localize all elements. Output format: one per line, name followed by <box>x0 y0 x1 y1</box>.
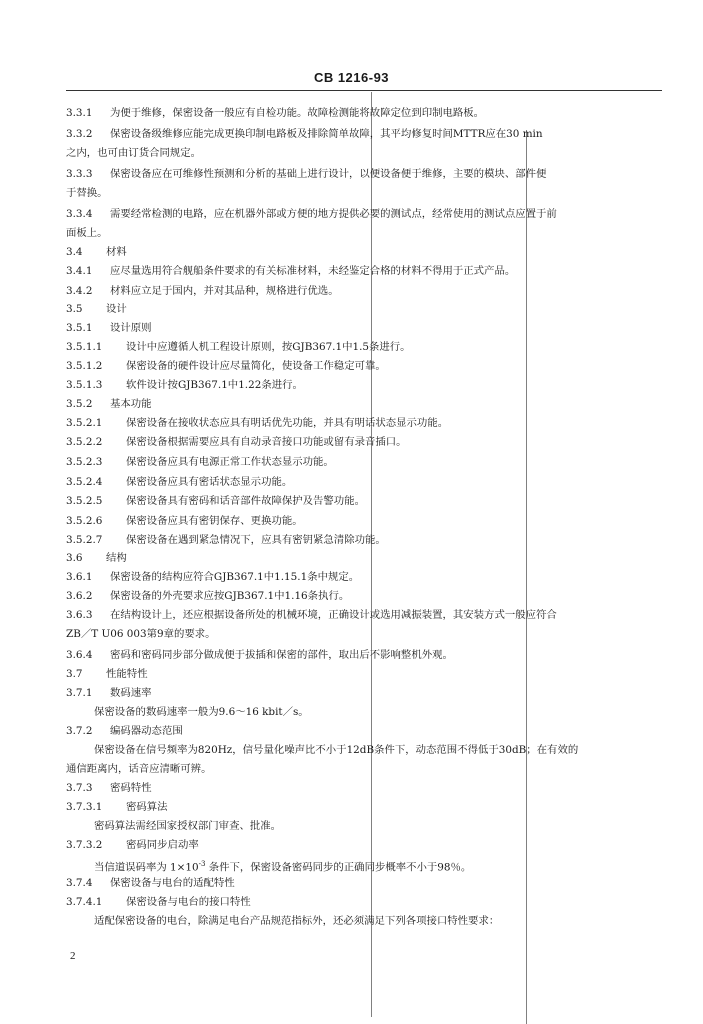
clause-3-7-3-1: 3.7.3.1 密码算法 <box>66 801 168 813</box>
clause-continuation: ZB／T U06 003第9章的要求。 <box>66 628 216 640</box>
clause-3-5-1-2: 3.5.1.2 保密设备的硬件设计应尽量简化，使设备工作稳定可靠。 <box>66 360 386 372</box>
clause-3-5-2-3: 3.5.2.3 保密设备应具有电源正常工作状态显示功能。 <box>66 456 334 468</box>
header-divider <box>66 90 662 91</box>
clause-3-3-1: 3.3.1 为便于维修，保密设备一般应有自检功能。故障检测能将故障定位到印制电路板。 <box>66 107 485 119</box>
clause-3-7-4: 3.7.4 保密设备与电台的适配特性 <box>66 877 235 889</box>
clause-3-6-2: 3.6.2 保密设备的外壳要求应按GJB367.1中1.16条执行。 <box>66 590 350 602</box>
clause-continuation: 通信距离内，话音应清晰可辨。 <box>66 763 212 775</box>
clause-3-6-1: 3.6.1 保密设备的结构应符合GJB367.1中1.15.1条中规定。 <box>66 571 360 583</box>
clause-3-7-4-1: 3.7.4.1 保密设备与电台的接口特性 <box>66 896 251 908</box>
clause-3-3-3: 3.3.3 保密设备应在可维修性预测和分析的基础上进行设计，以便设备便于维修，主要的模块、部件便 <box>66 168 547 180</box>
clause-continuation: 于替换。 <box>66 187 108 199</box>
clause-body: 密码算法需经国家授权部门审查、批准。 <box>94 820 282 832</box>
clause-3-5-2-5: 3.5.2.5 保密设备具有密码和话音部件故障保护及告警功能。 <box>66 495 365 507</box>
clause-3-7-1: 3.7.1 数码速率 <box>66 687 152 699</box>
clause-3-5-1-1: 3.5.1.1 设计中应遵循人机工程设计原则，按GJB367.1中1.5条进行。 <box>66 341 411 353</box>
clause-body: 保密设备在信号频率为820Hz，信号量化噪声比不小于12dB条件下，动态范围不得低于30dB；在有效的 <box>94 744 579 756</box>
clause-3-5-2-1: 3.5.2.1 保密设备在接收状态应具有明话优先功能，并具有明话状态显示功能。 <box>66 417 449 429</box>
clause-continuation: 之内，也可由订货合同规定。 <box>66 147 202 159</box>
section-3-6-heading: 3.6 结构 <box>66 552 127 564</box>
clause-3-5-1: 3.5.1 设计原则 <box>66 322 152 334</box>
clause-3-5-2-2: 3.5.2.2 保密设备根据需要应具有自动录音接口功能或留有录音插口。 <box>66 436 407 448</box>
clause-3-3-4: 3.3.4 需要经常检测的电路，应在机器外部或方便的地方提供必要的测试点，经常使用的测试点应置于前 <box>66 208 557 220</box>
section-3-5-heading: 3.5 设计 <box>66 303 127 315</box>
clause-body: 当信道误码率为 $1\times 10^{-3}$ 条件下，保密设备密码同步的正确同步概率不小于98％。 <box>94 860 472 874</box>
page-header-title: CB 1216-93 <box>313 70 390 85</box>
clause-3-7-2: 3.7.2 编码器动态范围 <box>66 725 183 737</box>
clause-3-3-2: 3.3.2 保密设备级维修应能完成更换印制电路板及排除简单故障，其平均修复时间MTTR应在30 min <box>66 128 543 140</box>
clause-3-5-2-4: 3.5.2.4 保密设备应具有密话状态显示功能。 <box>66 476 293 488</box>
clause-continuation: 面板上。 <box>66 227 108 239</box>
clause-3-4-2: 3.4.2 材料应立足于国内，并对其品种，规格进行优选。 <box>66 285 339 297</box>
clause-3-7-3: 3.7.3 密码特性 <box>66 782 152 794</box>
clause-3-5-2-6: 3.5.2.6 保密设备应具有密钥保存、更换功能。 <box>66 515 303 527</box>
clause-3-5-2: 3.5.2 基本功能 <box>66 398 152 410</box>
section-3-7-heading: 3.7 性能特性 <box>66 668 148 680</box>
clause-3-5-1-3: 3.5.1.3 软件设计按GJB367.1中1.22条进行。 <box>66 379 303 391</box>
clause-3-6-4: 3.6.4 密码和密码同步部分做成便于拔插和保密的部件，取出后不影响整机外观。 <box>66 649 453 661</box>
section-3-4-heading: 3.4 材料 <box>66 246 127 258</box>
clause-3-7-3-2: 3.7.3.2 密码同步启动率 <box>66 839 199 851</box>
page-number: 2 <box>70 950 76 962</box>
clause-body: 适配保密设备的电台，除满足电台产品规范指标外，还必须满足下列各项接口特性要求： <box>94 915 500 927</box>
clause-3-6-3: 3.6.3 在结构设计上，还应根据设备所处的机械环境，正确设计或选用减振装置，其安装方式一般应符合 <box>66 609 557 621</box>
clause-3-5-2-7: 3.5.2.7 保密设备在遇到紧急情况下，应具有密钥紧急清除功能。 <box>66 534 386 546</box>
clause-body: 保密设备的数码速率一般为9.6～16 kbit／s。 <box>94 706 309 718</box>
clause-3-4-1: 3.4.1 应尽量选用符合舰船条件要求的有关标准材料，未经鉴定合格的材料不得用于正式产品。 <box>66 265 516 277</box>
